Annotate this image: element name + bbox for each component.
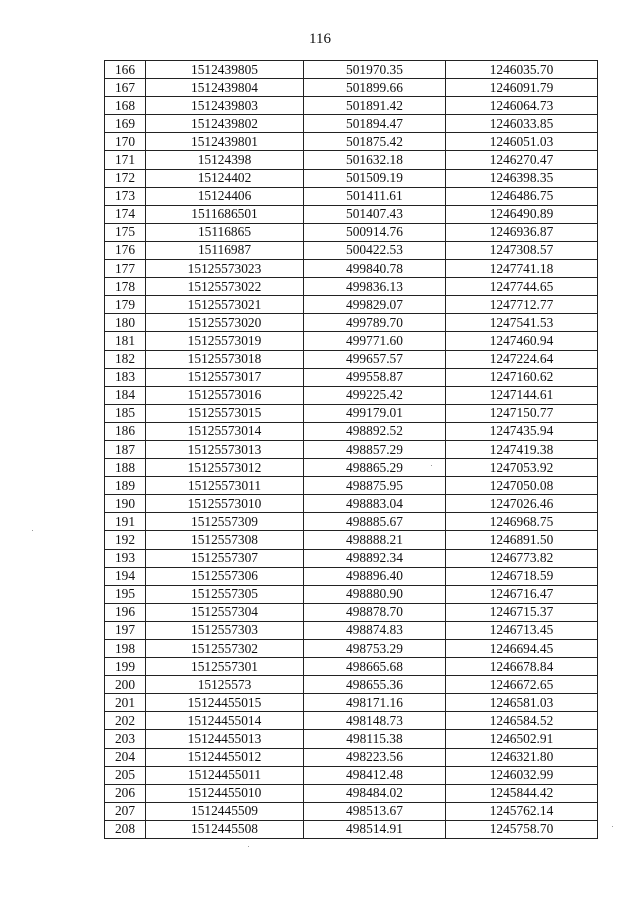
point-id-cell: 15125573015 [146,404,304,422]
point-id-cell: 15124455012 [146,748,304,766]
scan-speck [612,826,613,827]
table-row [105,603,598,621]
point-number-cell: 187 [105,440,146,458]
point-id-cell: 15125573010 [146,495,304,513]
x-coordinate-cell: 499840.78 [304,260,446,278]
table-row [105,658,598,676]
x-coordinate-cell: 500914.76 [304,223,446,241]
point-id-cell: 15124402 [146,169,304,187]
x-coordinate-cell: 498655.36 [304,676,446,694]
point-number-cell: 178 [105,278,146,296]
point-id-cell: 1511686501 [146,205,304,223]
point-id-cell: 15124455015 [146,694,304,712]
table-row [105,748,598,766]
x-coordinate-cell: 498148.73 [304,712,446,730]
table-row [105,712,598,730]
point-number-cell: 180 [105,314,146,332]
point-number-cell: 197 [105,621,146,639]
y-coordinate-cell: 1246773.82 [446,549,598,567]
table-row [105,766,598,784]
point-number-cell: 185 [105,404,146,422]
point-number-cell: 184 [105,386,146,404]
point-id-cell: 1512557306 [146,567,304,585]
x-coordinate-cell: 498885.67 [304,513,446,531]
point-id-cell: 15124406 [146,187,304,205]
point-id-cell: 15125573014 [146,422,304,440]
y-coordinate-cell: 1246091.79 [446,79,598,97]
x-coordinate-cell: 501894.47 [304,115,446,133]
point-id-cell: 15124398 [146,151,304,169]
point-number-cell: 196 [105,603,146,621]
table-row [105,115,598,133]
point-number-cell: 193 [105,549,146,567]
x-coordinate-cell: 498753.29 [304,640,446,658]
point-id-cell: 1512557309 [146,513,304,531]
point-id-cell: 15125573017 [146,368,304,386]
point-id-cell: 1512557301 [146,658,304,676]
point-id-cell: 1512439805 [146,61,304,79]
point-number-cell: 189 [105,477,146,495]
y-coordinate-cell: 1246398.35 [446,169,598,187]
point-number-cell: 202 [105,712,146,730]
point-id-cell: 15125573018 [146,350,304,368]
table-row [105,513,598,531]
table-row [105,640,598,658]
y-coordinate-cell: 1246035.70 [446,61,598,79]
point-id-cell: 15124455013 [146,730,304,748]
x-coordinate-cell: 498880.90 [304,585,446,603]
x-coordinate-cell: 499829.07 [304,296,446,314]
y-coordinate-cell: 1246968.75 [446,513,598,531]
point-id-cell: 15125573 [146,676,304,694]
point-id-cell: 15125573013 [146,440,304,458]
x-coordinate-cell: 498171.16 [304,694,446,712]
x-coordinate-cell: 501899.66 [304,79,446,97]
point-id-cell: 1512439801 [146,133,304,151]
point-id-cell: 15125573020 [146,314,304,332]
point-id-cell: 15125573021 [146,296,304,314]
y-coordinate-cell: 1246678.84 [446,658,598,676]
point-number-cell: 176 [105,241,146,259]
point-number-cell: 194 [105,567,146,585]
table-row [105,459,598,477]
x-coordinate-cell: 498865.29 [304,459,446,477]
table-row [105,585,598,603]
scan-speck [431,465,432,466]
point-number-cell: 203 [105,730,146,748]
point-id-cell: 1512439802 [146,115,304,133]
x-coordinate-cell: 498115.38 [304,730,446,748]
point-number-cell: 169 [105,115,146,133]
point-number-cell: 175 [105,223,146,241]
y-coordinate-cell: 1247712.77 [446,296,598,314]
point-id-cell: 15124455011 [146,766,304,784]
point-number-cell: 200 [105,676,146,694]
x-coordinate-cell: 498857.29 [304,440,446,458]
y-coordinate-cell: 1247744.65 [446,278,598,296]
y-coordinate-cell: 1246486.75 [446,187,598,205]
table-row [105,422,598,440]
x-coordinate-cell: 498223.56 [304,748,446,766]
table-row [105,784,598,802]
y-coordinate-cell: 1246581.03 [446,694,598,712]
point-id-cell: 15125573011 [146,477,304,495]
point-number-cell: 181 [105,332,146,350]
scan-speck [248,846,249,847]
y-coordinate-cell: 1247150.77 [446,404,598,422]
x-coordinate-cell: 499771.60 [304,332,446,350]
x-coordinate-cell: 501891.42 [304,97,446,115]
y-coordinate-cell: 1246672.65 [446,676,598,694]
y-coordinate-cell: 1247224.64 [446,350,598,368]
y-coordinate-cell: 1247419.38 [446,440,598,458]
y-coordinate-cell: 1246891.50 [446,531,598,549]
point-id-cell: 1512557308 [146,531,304,549]
x-coordinate-cell: 499836.13 [304,278,446,296]
scan-speck [32,530,33,531]
point-number-cell: 166 [105,61,146,79]
table-row [105,187,598,205]
point-number-cell: 183 [105,368,146,386]
x-coordinate-cell: 498892.52 [304,422,446,440]
y-coordinate-cell: 1247160.62 [446,368,598,386]
x-coordinate-cell: 498513.67 [304,802,446,820]
table-row [105,730,598,748]
table-row [105,332,598,350]
point-number-cell: 207 [105,802,146,820]
table-row [105,477,598,495]
x-coordinate-cell: 499789.70 [304,314,446,332]
y-coordinate-cell: 1246716.47 [446,585,598,603]
point-id-cell: 1512557302 [146,640,304,658]
table-row [105,820,598,838]
y-coordinate-cell: 1246321.80 [446,748,598,766]
point-number-cell: 198 [105,640,146,658]
y-coordinate-cell: 1246713.45 [446,621,598,639]
x-coordinate-cell: 498875.95 [304,477,446,495]
table-row [105,241,598,259]
point-id-cell: 1512439803 [146,97,304,115]
table-row [105,296,598,314]
point-id-cell: 15125573023 [146,260,304,278]
y-coordinate-cell: 1247050.08 [446,477,598,495]
point-number-cell: 186 [105,422,146,440]
y-coordinate-cell: 1246033.85 [446,115,598,133]
y-coordinate-cell: 1245844.42 [446,784,598,802]
point-id-cell: 1512557304 [146,603,304,621]
y-coordinate-cell: 1247144.61 [446,386,598,404]
table-row [105,531,598,549]
x-coordinate-cell: 498896.40 [304,567,446,585]
x-coordinate-cell: 498412.48 [304,766,446,784]
y-coordinate-cell: 1246502.91 [446,730,598,748]
point-number-cell: 171 [105,151,146,169]
table-row [105,368,598,386]
y-coordinate-cell: 1245762.14 [446,802,598,820]
x-coordinate-cell: 498888.21 [304,531,446,549]
point-number-cell: 195 [105,585,146,603]
x-coordinate-cell: 498514.91 [304,820,446,838]
coordinates-table-body [105,61,598,839]
x-coordinate-cell: 501970.35 [304,61,446,79]
point-number-cell: 204 [105,748,146,766]
table-row [105,676,598,694]
point-number-cell: 167 [105,79,146,97]
table-row [105,440,598,458]
y-coordinate-cell: 1246051.03 [446,133,598,151]
y-coordinate-cell: 1246064.73 [446,97,598,115]
point-id-cell: 1512445509 [146,802,304,820]
point-id-cell: 15125573016 [146,386,304,404]
y-coordinate-cell: 1246032.99 [446,766,598,784]
point-number-cell: 173 [105,187,146,205]
y-coordinate-cell: 1247026.46 [446,495,598,513]
point-number-cell: 205 [105,766,146,784]
point-id-cell: 1512557305 [146,585,304,603]
x-coordinate-cell: 501632.18 [304,151,446,169]
y-coordinate-cell: 1246490.89 [446,205,598,223]
point-id-cell: 15125573012 [146,459,304,477]
table-row [105,350,598,368]
point-number-cell: 206 [105,784,146,802]
table-row [105,133,598,151]
x-coordinate-cell: 498484.02 [304,784,446,802]
table-row [105,205,598,223]
point-id-cell: 15125573022 [146,278,304,296]
y-coordinate-cell: 1246715.37 [446,603,598,621]
x-coordinate-cell: 499558.87 [304,368,446,386]
y-coordinate-cell: 1247435.94 [446,422,598,440]
x-coordinate-cell: 500422.53 [304,241,446,259]
point-id-cell: 15125573019 [146,332,304,350]
y-coordinate-cell: 1247308.57 [446,241,598,259]
point-number-cell: 190 [105,495,146,513]
x-coordinate-cell: 499657.57 [304,350,446,368]
point-id-cell: 15124455014 [146,712,304,730]
x-coordinate-cell: 499179.01 [304,404,446,422]
table-row [105,79,598,97]
table-row [105,404,598,422]
y-coordinate-cell: 1246936.87 [446,223,598,241]
table-row [105,549,598,567]
x-coordinate-cell: 499225.42 [304,386,446,404]
point-number-cell: 168 [105,97,146,115]
table-row [105,386,598,404]
point-number-cell: 188 [105,459,146,477]
x-coordinate-cell: 498892.34 [304,549,446,567]
y-coordinate-cell: 1247741.18 [446,260,598,278]
table-row [105,567,598,585]
x-coordinate-cell: 498665.68 [304,658,446,676]
point-number-cell: 199 [105,658,146,676]
table-row [105,314,598,332]
x-coordinate-cell: 501875.42 [304,133,446,151]
point-id-cell: 1512557307 [146,549,304,567]
y-coordinate-cell: 1247460.94 [446,332,598,350]
x-coordinate-cell: 498883.04 [304,495,446,513]
table-row [105,694,598,712]
table-row [105,223,598,241]
y-coordinate-cell: 1247541.53 [446,314,598,332]
table-row [105,802,598,820]
point-id-cell: 1512557303 [146,621,304,639]
point-number-cell: 208 [105,820,146,838]
y-coordinate-cell: 1246694.45 [446,640,598,658]
y-coordinate-cell: 1245758.70 [446,820,598,838]
point-number-cell: 201 [105,694,146,712]
x-coordinate-cell: 501407.43 [304,205,446,223]
y-coordinate-cell: 1247053.92 [446,459,598,477]
page-number: 116 [309,31,331,47]
point-number-cell: 174 [105,205,146,223]
point-id-cell: 1512439804 [146,79,304,97]
point-number-cell: 172 [105,169,146,187]
table-row [105,169,598,187]
y-coordinate-cell: 1246718.59 [446,567,598,585]
point-number-cell: 179 [105,296,146,314]
y-coordinate-cell: 1246584.52 [446,712,598,730]
table-row [105,495,598,513]
point-id-cell: 15116865 [146,223,304,241]
table-row [105,260,598,278]
y-coordinate-cell: 1246270.47 [446,151,598,169]
point-id-cell: 1512445508 [146,820,304,838]
x-coordinate-cell: 498878.70 [304,603,446,621]
point-number-cell: 182 [105,350,146,368]
table-row [105,97,598,115]
point-number-cell: 192 [105,531,146,549]
point-number-cell: 177 [105,260,146,278]
table-row [105,621,598,639]
point-number-cell: 170 [105,133,146,151]
x-coordinate-cell: 498874.83 [304,621,446,639]
table-row [105,61,598,79]
x-coordinate-cell: 501509.19 [304,169,446,187]
table-row [105,278,598,296]
coordinates-table [104,60,598,839]
x-coordinate-cell: 501411.61 [304,187,446,205]
point-number-cell: 191 [105,513,146,531]
point-id-cell: 15116987 [146,241,304,259]
table-row [105,151,598,169]
point-id-cell: 15124455010 [146,784,304,802]
